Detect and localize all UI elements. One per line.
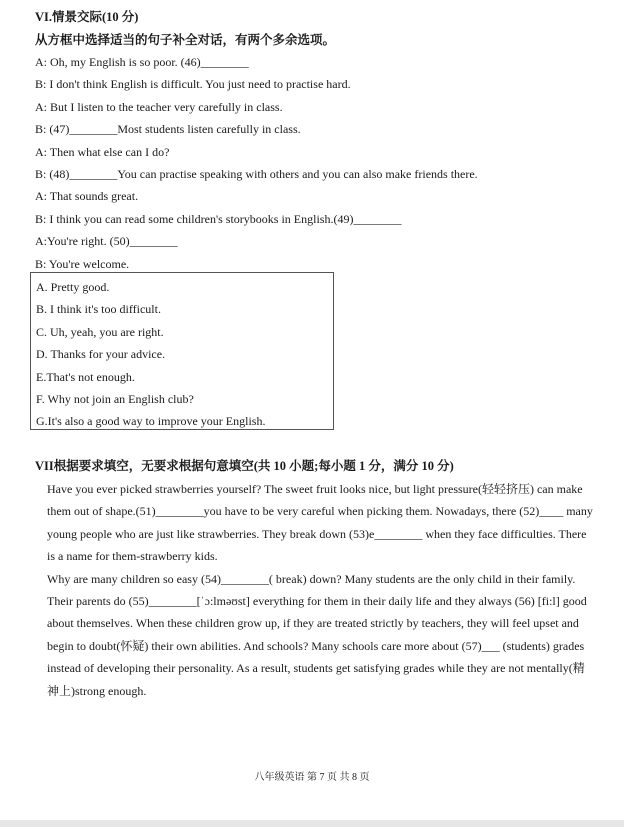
option-d: D. Thanks for your advice. [36, 347, 166, 361]
section7-passage [35, 478, 595, 702]
dialogue-line: A: But I listen to the teacher very carefully in class. [35, 100, 283, 114]
option-a: A. Pretty good. [36, 280, 110, 294]
option-b: B. I think it's too difficult. [36, 302, 161, 316]
options-box [30, 272, 334, 430]
dialogue-line: B: I don't think English is difficult. You just need to practise hard. [35, 77, 351, 91]
section7-title: VII根据要求填空，无要求根据句意填空(共 10 小题;每小题 1 分，满分 10 分) [35, 459, 454, 473]
section6-title: VI.情景交际(10 分) [35, 10, 139, 24]
option-e: E.That's not enough. [36, 370, 135, 384]
passage-paragraph-1: Have you ever picked strawberries yourself? The sweet fruit looks nice, but light pressure(轻轻挤压) can make them out of shape.(51)________you have to be very careful when picking them. Nowadays, there (52)____ many young people who are just like strawberries. They break down (53)e________ when they face difficulties. There is a name for them-strawberry kids. [47, 482, 593, 564]
option-f: F. Why not join an English club? [36, 392, 194, 406]
viewer-bottom-bar [0, 820, 624, 827]
page-footer: 八年级英语 第 7 页 共 8 页 [254, 772, 370, 783]
dialogue-line: A: Oh, my English is so poor. (46)________ [35, 55, 249, 69]
dialogue-line: A: Then what else can I do? [35, 145, 170, 159]
dialogue-line: B: (48)________You can practise speaking with others and you can also make friends there. [35, 167, 478, 181]
dialogue-line: A:You're right. (50)________ [35, 234, 178, 248]
passage-paragraph-2: Why are many children so easy (54)________( break) down? Many students are the only child in their family. Their parents do (55)________[ˈɔ:lməʊst] everything for them in their daily life and they always (56) [fi:l] good about themselves. When these children grow up, if they are treated strictly by teachers, they will feel upset and begin to doubt(怀疑) their own abilities. And schools? Many schools care more about (57)___ (students) grades instead of developing their personality. As a result, students get satisfying grades while they are not mentally(精神上)strong enough. [47, 571, 587, 698]
section6-instruction: 从方框中选择适当的句子补全对话，有两个多余选项。 [35, 33, 336, 47]
option-c: C. Uh, yeah, you are right. [36, 325, 164, 339]
dialogue-line: B: (47)________Most students listen carefully in class. [35, 122, 301, 136]
dialogue-line: A: That sounds great. [35, 189, 139, 203]
dialogue-line: B: I think you can read some children's storybooks in English.(49)________ [35, 212, 402, 226]
dialogue-line: B: You're welcome. [35, 257, 130, 271]
option-g: G.It's also a good way to improve your English. [36, 414, 266, 428]
